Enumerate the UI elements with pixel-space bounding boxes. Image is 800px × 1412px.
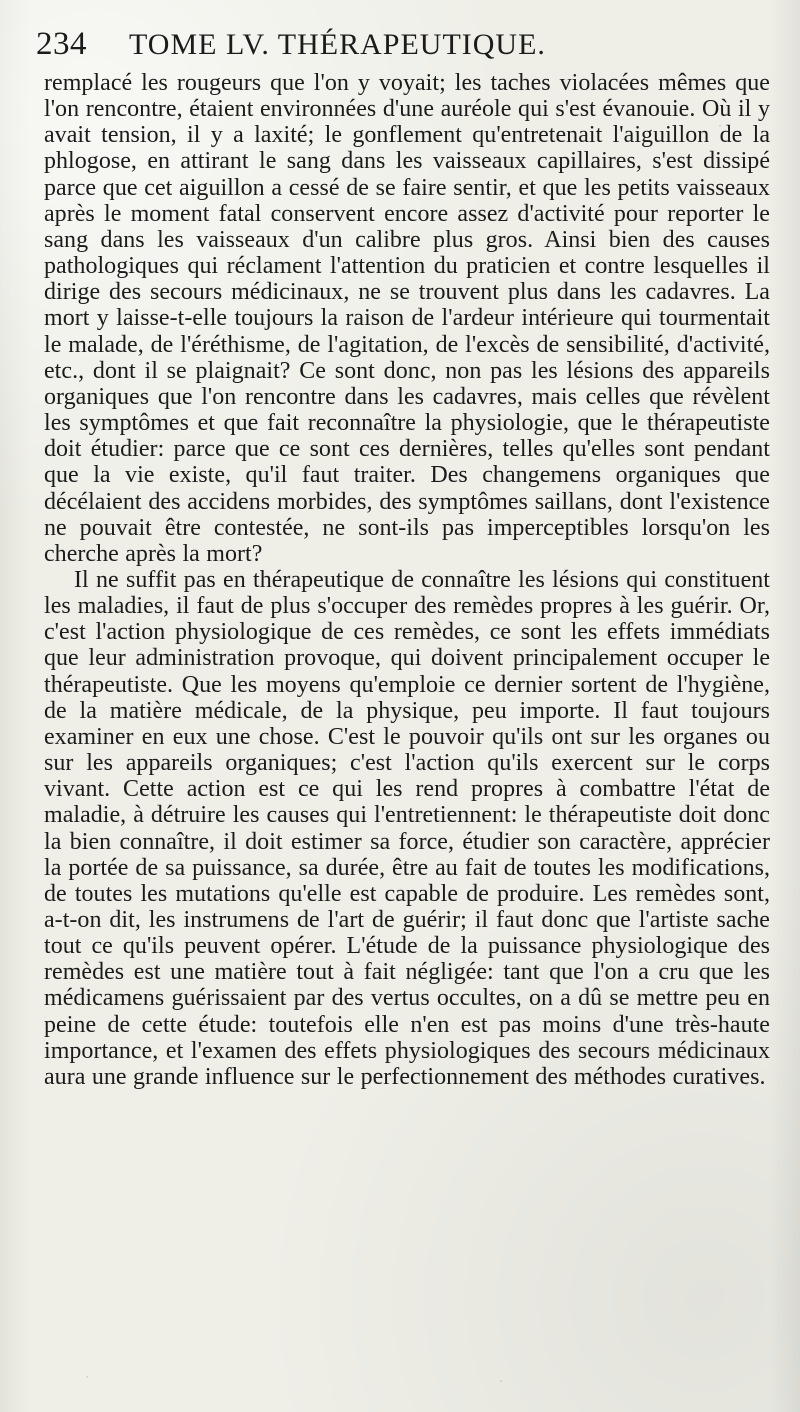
body-text — [44, 70, 770, 1384]
page-header — [36, 28, 766, 76]
paragraph-therapeutics: Il ne suffit pas en thérapeutique de connaître les lésions qui constituent les maladies, il faut de plus s'occuper des remèdes propres à les guérir. Or, c'est l'action physiologique de ces remèdes, ce sont les effets immédiats que leur administration provoque, qui doivent principalement occuper le thérapeutiste. Que les moyens qu'emploie ce dernier sortent de l'hygiène, de la matière médicale, de la physique, peu importe. Il faut toujours examiner en eux une chose. C'est le pouvoir qu'ils ont sur les organes ou sur les appareils organiques; c'est l'action qu'ils exercent sur le corps vivant. Cette action est ce qui les rend propres à combattre l'état de maladie, à détruire les causes qui l'entretiennent: le thérapeutiste doit donc la bien connaître, il doit estimer sa force, étudier son caractère, apprécier la portée de sa puissance, sa durée, être au fait de toutes les modifications, de toutes les mutations qu'elle est capable de produire. Les remèdes sont, a-t-on dit, les instrumens de l'art de guérir; il faut donc que l'artiste sache tout ce qu'ils peuvent opérer. L'étude de la puissance physiologique des remèdes est une matière tout à fait négligée: tant que l'on a cru que les médicamens guérissaient par des vertus occultes, on a dû se mettre peu en peine de cette étude: toutefois elle n'en est pas moins d'une très-haute importance, et l'examen des effets physiologiques des secours médicinaux aura une grande influence sur le perfectionnement des méthodes curatives. — [44, 566, 770, 1090]
paragraph-continuation: remplacé les rougeurs que l'on y voyait; les taches violacées mêmes que l'on rencontre, étaient environnées d'une auréole qui s'est évanouie. Où il y avait tension, il y a laxité; le gonflement qu'entretenait l'aiguillon de la phlogose, en attirant le sang dans les vaisseaux capillaires, s'est dissipé parce que cet aiguillon a cessé de se faire sentir, et que les petits vaisseaux après le moment fatal conservent encore assez d'activité pour reporter le sang dans les vaisseaux d'un calibre plus gros. Ainsi bien des causes pathologiques qui réclament l'attention du praticien et contre lesquelles il dirige des secours médicinaux, ne se trouvent plus dans les cadavres. La mort y laisse-t-elle toujours la raison de l'ardeur intérieure qui tourmentait le malade, de l'éréthisme, de l'agitation, de l'excès de sensibilité, d'activité, etc., dont il se plaignait? Ce sont donc, non pas les lésions des appareils organiques que l'on rencontre dans les cadavres, mais celles que révèlent les symptômes et que fait reconnaître la physiologie, que le thérapeutiste doit étudier: parce que ce sont ces dernières, telles qu'elles sont pendant que la vie existe, qu'il faut traiter. Des changemens organiques que décélaient des accidens morbides, des symptômes saillans, dont l'existence ne pouvait être contestée, ne sont-ils pas imperceptibles lorsqu'on les cherche après la mort? — [44, 70, 770, 567]
page-number: 234 — [36, 26, 87, 62]
running-head: TOME LV. THÉRAPEUTIQUE. — [129, 28, 546, 61]
